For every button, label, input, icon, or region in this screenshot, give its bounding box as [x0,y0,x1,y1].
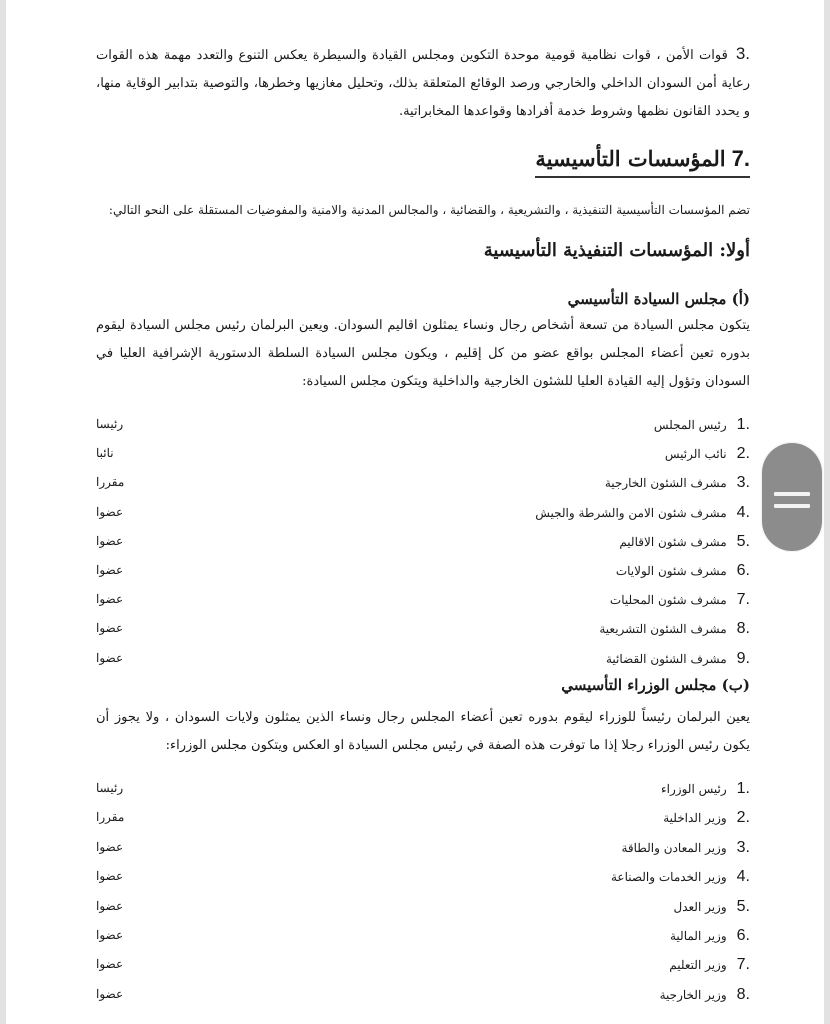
member-role: عضوا [96,839,124,854]
item-number: 3. [736,474,750,492]
subsection-heading: أولا: المؤسسات التنفيذية التأسيسية [483,240,750,261]
sovereignty-council-heading: (أ) مجلس السيادة التأسيسي [567,290,750,308]
item-number: 2. [736,809,750,827]
member-title: وزير المالية [669,928,727,943]
item-number: 8. [736,985,750,1003]
section-title: المؤسسات التأسيسية [535,146,726,171]
member-role: عضوا [96,986,124,1001]
item-text: قوات الأمن ، قوات نظامية قومية موحدة التكوين ومجلس القيادة والسيطرة يعكس التنوع والتعدد مهمة هذه القوات رعاية أمن السودان الداخلي والخارجي ورصد الوقائع المتعلقة بذلك، وتحليل مغازيها وخطرها، والتوصية بتدابير الوقاية منها، و يحدد القانون نظمها وشروط خدمة أفرادها وقواعدها المخابراتية. [96,48,750,119]
member-role: عضوا [96,957,124,972]
list-item [96,498,750,527]
item-number: 5. [736,532,750,550]
member-role: عضوا [96,650,124,665]
scroll-handle[interactable] [762,443,822,551]
member-title: مشرف شئون الامن والشرطة والجيش [535,505,727,520]
item-number: 6. [736,926,750,944]
list-item [96,950,750,979]
list-item [96,774,750,803]
member-title: وزير الداخلية [663,811,727,826]
list-item [96,585,750,614]
member-role: مقررا [96,810,125,825]
member-role: عضوا [96,533,124,548]
list-item [96,862,750,891]
member-role: عضوا [96,927,124,942]
item-number: 7. [736,591,750,609]
handle-bar [774,504,810,508]
member-role: رئيسا [96,417,124,431]
list-item [96,921,750,950]
document-page [96,40,750,1024]
member-title: مشرف شئون الولايات [615,563,727,578]
sovereignty-council-paragraph: يتكون مجلس السيادة من تسعة أشخاص رجال ونساء يمثلون اقاليم السودان. ويعين البرلمان رئيس مجلس السيادة ليقوم بدوره تعين أعضاء المجلس بواقع عضو من كل إقليم ، ويكون مجلس السيادة السلطة الدستورية الإشرافية العليا في السودان وتؤول إليه القيادة العليا للشئون الخارجية والداخلية ويتكون مجلس السيادة: [96,318,750,389]
member-role: عضوا [96,869,124,884]
member-role: عضوا [96,504,124,519]
member-title: رئيس المجلس [653,418,727,432]
member-title: مشرف شئون المحليات [609,593,727,608]
member-title: مشرف الشئون التشريعية [599,622,727,637]
member-title: مشرف شئون الاقاليم [619,534,727,549]
section-intro: تضم المؤسسات التأسيسية التنفيذية ، والتشريعية ، والقضائية ، والمجالس المدنية والامنية والمفوضيات المستقلة على النحو التالي: [108,203,750,217]
member-role: مقررا [96,475,125,490]
sovereignty-council-members [96,410,750,673]
member-role: عضوا [96,592,124,607]
item-number: 8. [736,620,750,638]
member-role: نائبا [96,446,114,461]
viewer-right-edge [824,0,830,1024]
member-role: عضوا [96,898,124,913]
handle-bar [774,492,810,496]
list-item [96,644,750,673]
list-item [96,803,750,832]
member-role: عضوا [96,621,124,636]
list-item [96,468,750,497]
list-item [96,980,750,1009]
member-title: وزير الخارجية [659,987,727,1002]
item-number: 2. [736,445,750,463]
item-number: 4. [736,868,750,886]
member-title: نائب الرئيس [664,447,727,462]
member-title: وزير التعليم [669,958,727,973]
item-number: 5. [736,897,750,915]
viewer-left-edge [0,0,6,1024]
member-title: مشرف الشئون القضائية [605,651,727,666]
list-item [96,556,750,585]
member-title: مشرف الشئون الخارجية [604,476,727,491]
list-item [96,410,750,439]
item-number: 1. [736,416,750,433]
member-title: وزير المعادن والطاقة [621,840,727,855]
ministers-council-heading: (ب) مجلس الوزراء التأسيسي [561,676,750,694]
member-role: رئيسا [96,781,124,795]
item-number: 4. [736,503,750,521]
member-title: وزير العدل [673,899,727,914]
section-heading [535,144,750,178]
item-number: 1. [736,780,750,797]
list-item [96,892,750,921]
section-number: 7. [731,146,750,171]
item-number: 3. [735,44,750,63]
ministers-council-paragraph: يعين البرلمان رئيساً للوزراء ليقوم بدوره تعين أعضاء المجلس رجال ونساء الذين يمثلون ولايات السودان ، ولا يجوز أن يكون رئيس الوزراء رجلا إذا ما توفرت هذه الصفة في رئيس مجلس السيادة او العكس ويتكون مجلس الوزراء: [96,710,750,753]
list-item-security-forces [96,40,750,126]
list-item [96,614,750,643]
member-title: رئيس الوزراء [661,782,727,796]
item-number: 3. [736,838,750,856]
item-number: 6. [736,561,750,579]
list-item [96,439,750,468]
item-number: 7. [736,956,750,974]
item-number: 9. [736,649,750,667]
list-item [96,527,750,556]
list-item [96,833,750,862]
member-title: وزير الخدمات والصناعة [610,870,727,885]
ministers-council-members [96,774,750,1009]
member-role: عضوا [96,562,124,577]
